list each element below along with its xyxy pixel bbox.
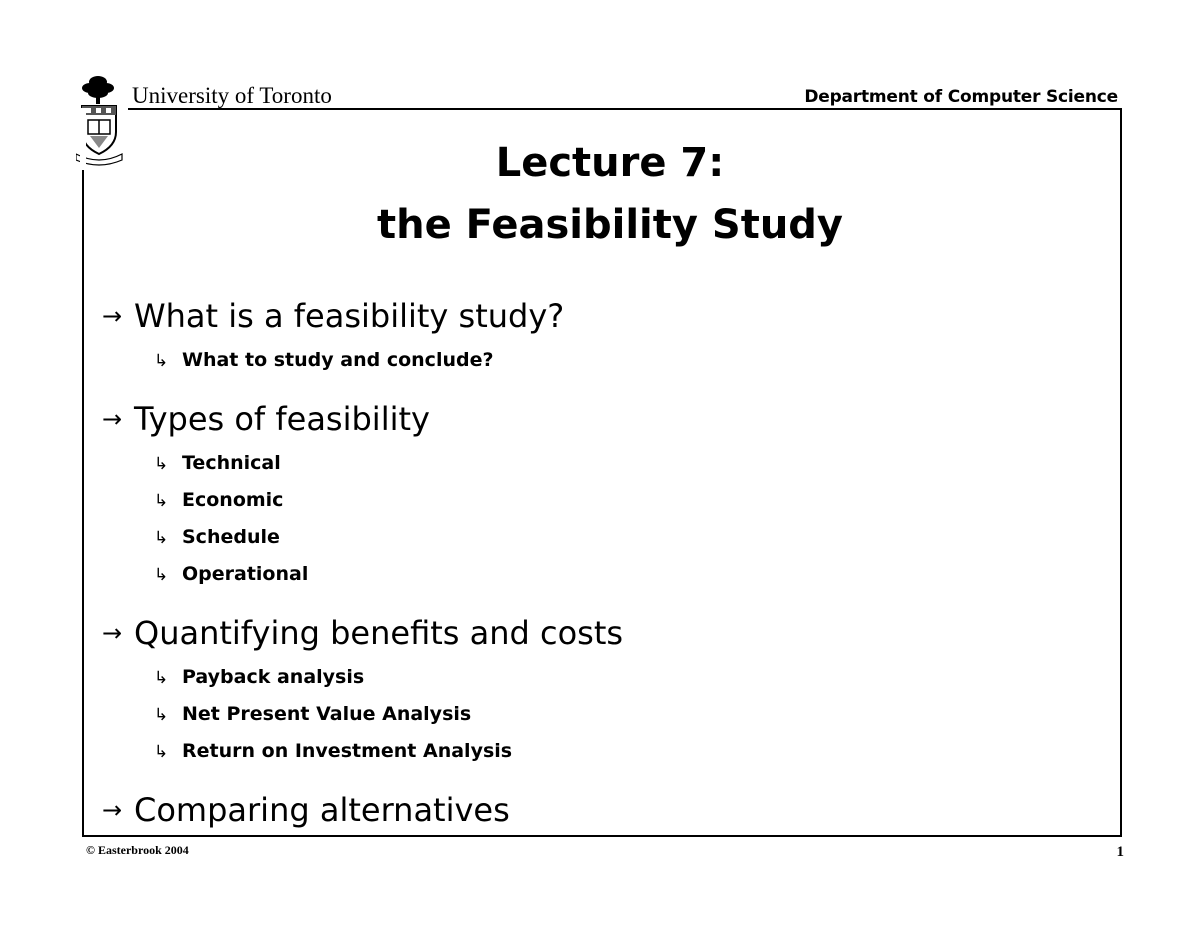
sub-bullet-text: Economic	[182, 489, 284, 511]
slide-title-line-1: Lecture 7:	[495, 140, 725, 186]
hook-arrow-icon: ↳	[154, 565, 169, 585]
arrow-right-icon: →	[102, 619, 123, 647]
sub-bullet-item	[154, 524, 280, 551]
bullet-item	[102, 399, 430, 439]
sub-bullet-item	[154, 347, 494, 374]
arrow-right-icon: →	[102, 796, 123, 824]
university-name: University of Toronto	[132, 83, 332, 108]
sub-bullet-text: Return on Investment Analysis	[182, 740, 513, 762]
arrow-right-icon: →	[102, 302, 123, 330]
sub-bullet-item	[154, 738, 512, 765]
sub-bullet-item	[154, 450, 281, 477]
sub-bullet-text: Net Present Value Analysis	[182, 703, 472, 725]
sub-bullet-text: Operational	[182, 563, 309, 585]
bullet-item	[102, 296, 564, 336]
hook-arrow-icon: ↳	[154, 454, 169, 474]
slide-title-line-2: the Feasibility Study	[377, 202, 843, 248]
arrow-right-icon: →	[102, 405, 123, 433]
bullet-item	[102, 613, 623, 653]
sub-bullet-text: Technical	[182, 452, 281, 474]
hook-arrow-icon: ↳	[154, 705, 169, 725]
bullet-item	[102, 790, 510, 830]
sub-bullet-text: Schedule	[182, 526, 280, 548]
hook-arrow-icon: ↳	[154, 528, 169, 548]
sub-bullet-item	[154, 664, 364, 691]
hook-arrow-icon: ↳	[154, 742, 169, 762]
bullet-text: What is a feasibility study?	[134, 297, 565, 335]
frame-gap	[80, 108, 86, 170]
sub-bullet-text: Payback analysis	[182, 666, 365, 688]
page-number: 1	[1116, 844, 1124, 860]
bullet-text: Types of feasibility	[134, 400, 430, 438]
bullet-text: Quantifying benefits and costs	[134, 614, 624, 652]
sub-bullet-item	[154, 487, 283, 514]
bullet-text: Comparing alternatives	[134, 791, 510, 829]
hook-arrow-icon: ↳	[154, 491, 169, 511]
copyright-notice: © Easterbrook 2004	[86, 843, 189, 857]
department-name: Department of Computer Science	[804, 87, 1118, 107]
hook-arrow-icon: ↳	[154, 668, 169, 688]
sub-bullet-item	[154, 701, 471, 728]
hook-arrow-icon: ↳	[154, 351, 169, 371]
sub-bullet-item	[154, 561, 308, 588]
sub-bullet-text: What to study and conclude?	[182, 349, 494, 371]
